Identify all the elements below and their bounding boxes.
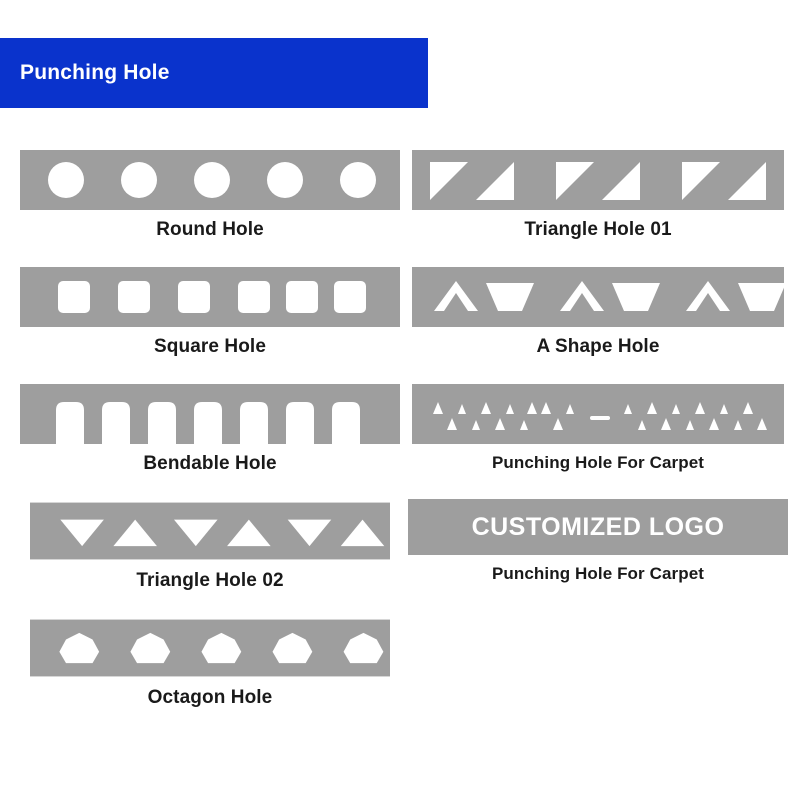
bendable-hole-graphic [20, 384, 400, 444]
square-hole-bar [20, 267, 400, 327]
sample-customized-logo [408, 499, 788, 584]
triangle-hole-02-graphic [30, 501, 390, 561]
triangle-hole-01-bar [408, 150, 788, 210]
samples-column-right [408, 150, 788, 610]
sample-triangle-hole-02 [20, 501, 400, 592]
sample-bendable-hole [20, 384, 400, 475]
customized-logo-bar [408, 499, 788, 555]
sample-square-hole [20, 267, 400, 358]
sample-triangle-hole-01 [408, 150, 788, 241]
samples-column-left [20, 150, 400, 735]
triangle-hole-01-graphic [408, 150, 788, 210]
triangle-hole-02-caption: Triangle Hole 02 [136, 570, 284, 591]
a-shape-hole-bar [408, 267, 788, 327]
customized-logo-graphic [408, 499, 788, 555]
triangle-hole-02-bar [20, 501, 400, 561]
customized-logo-caption: Punching Hole For Carpet [491, 564, 705, 583]
octagon-hole-bar [20, 618, 400, 678]
round-hole-graphic [20, 150, 400, 210]
octagon-hole-caption: Octagon Hole [147, 687, 273, 708]
carpet-hole-bar [408, 384, 788, 444]
sample-a-shape-hole [408, 267, 788, 358]
bendable-hole-bar [20, 384, 400, 444]
page-title: Punching Hole [20, 61, 170, 84]
sample-round-hole [20, 150, 400, 241]
sample-octagon-hole [20, 618, 400, 709]
triangle-hole-01-caption: Triangle Hole 01 [524, 219, 672, 240]
a-shape-hole-caption: A Shape Hole [536, 336, 660, 357]
bendable-hole-caption: Bendable Hole [143, 453, 277, 474]
square-hole-graphic [20, 267, 400, 327]
carpet-hole-graphic [408, 384, 788, 444]
square-hole-caption: Square Hole [154, 336, 266, 357]
carpet-hole-caption: Punching Hole For Carpet [491, 453, 705, 472]
sample-carpet-hole [408, 384, 788, 473]
octagon-hole-graphic [30, 618, 390, 678]
a-shape-hole-graphic [408, 267, 788, 327]
round-hole-caption: Round Hole [156, 219, 264, 240]
header-banner [0, 38, 428, 108]
round-hole-bar [20, 150, 400, 210]
customized-logo-text: CUSTOMIZED LOGO [471, 512, 725, 541]
